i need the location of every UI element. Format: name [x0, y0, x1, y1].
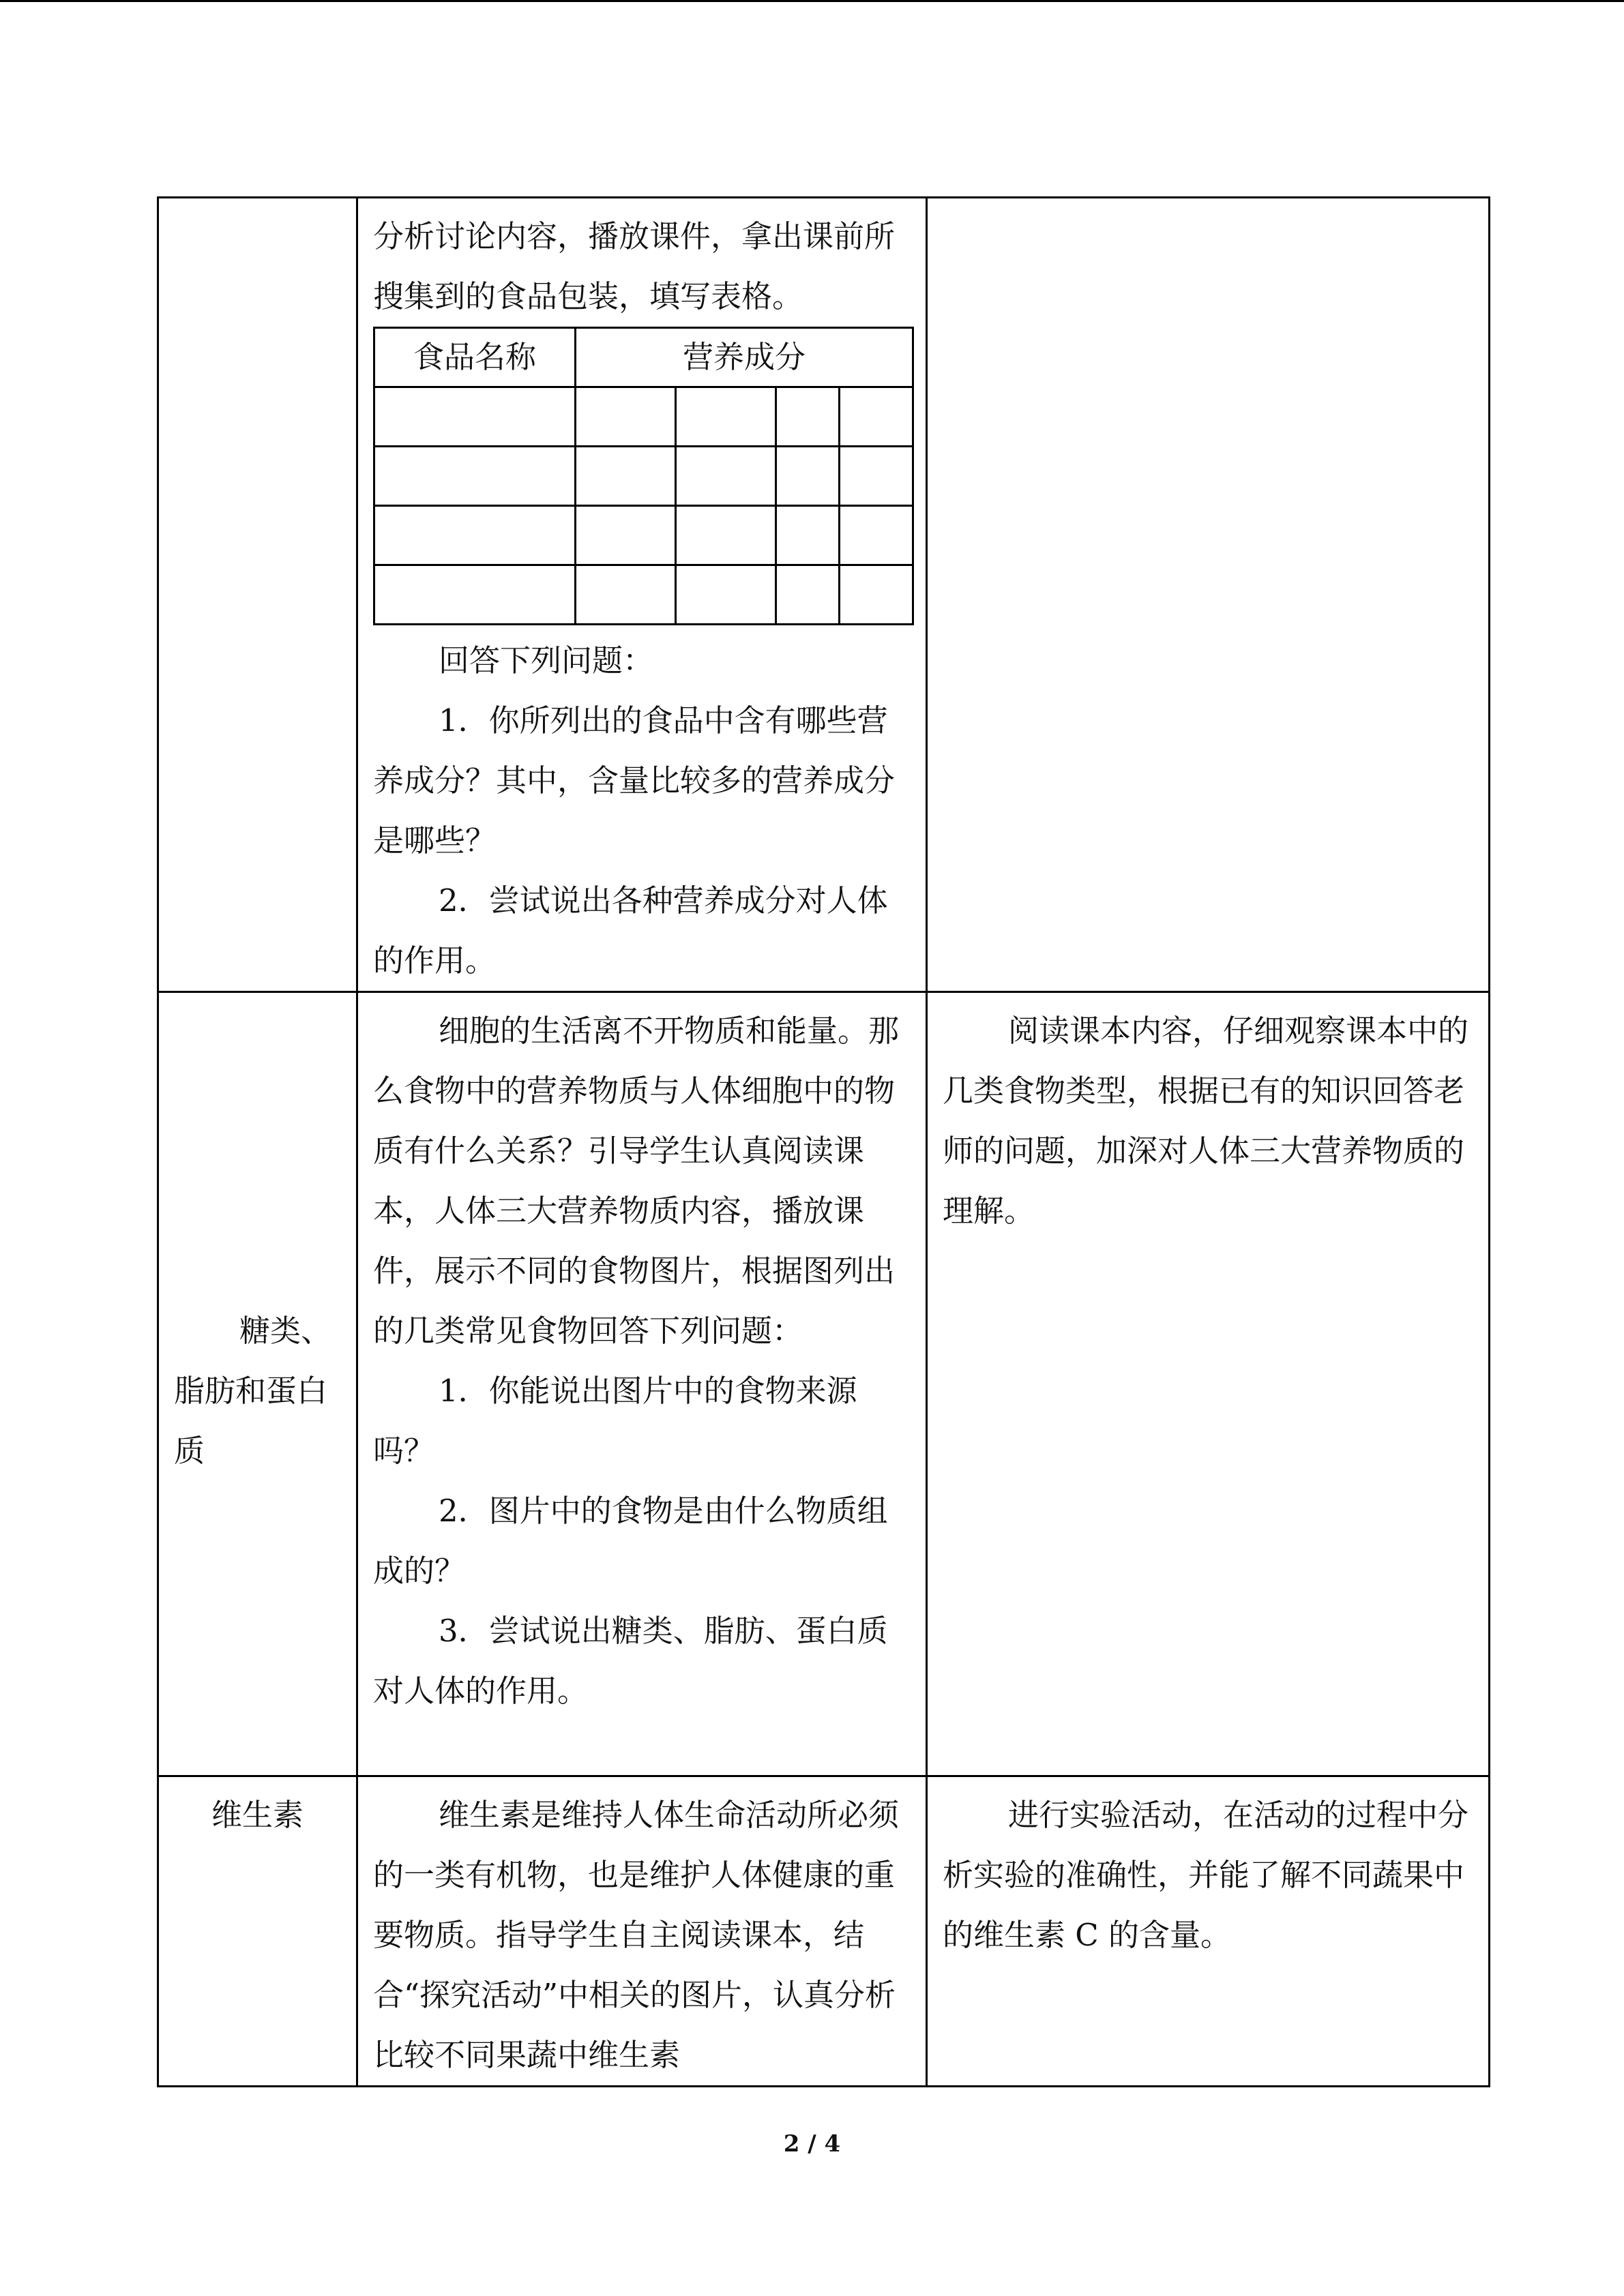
table-row [374, 447, 913, 506]
teacher-activity-cell [357, 198, 927, 992]
table-row [374, 506, 913, 565]
table-cell [576, 447, 676, 506]
topic-cell [158, 198, 357, 992]
table-cell [676, 506, 776, 565]
paragraph: 进行实验活动，在活动的过程中分析实验的准确性，并能了解不同蔬果中的维生素 C 的含量。 [943, 1797, 1469, 1953]
table-cell [776, 506, 840, 565]
table-cell [676, 447, 776, 506]
paragraph: 分析讨论内容，播放课件，拿出课前所搜集到的食品包装，填写表格。 [373, 218, 896, 314]
student-activity-cell [927, 1776, 1490, 2087]
paragraph: 维生素是维持人体生命活动所必须的一类有机物，也是维护人体健康的重要物质。指导学生自主阅读课本，结合“探究活动”中相关的图片，认真分析比较不同果蔬中维生素 [373, 1797, 900, 2073]
table-cell [576, 565, 676, 625]
topic-line: 糖类、 [239, 1313, 332, 1349]
table-row [158, 992, 1490, 1776]
paragraph: 3．尝试说出糖类、脂肪、蛋白质对人体的作用。 [373, 1613, 888, 1709]
paragraph: 细胞的生活离不开物质和能量。那么食物中的营养物质与人体细胞中的物质有什么关系？引导学生认真阅读课本，人体三大营养物质内容，播放课件，展示不同的食物图片，根据图列出的几类常见食物回答下列问题： [373, 1013, 900, 1349]
table-header-row [374, 328, 913, 387]
table-cell [840, 447, 913, 506]
student-activity-cell [927, 198, 1490, 992]
topic-cell [158, 1776, 357, 2087]
topic-line: 维生素 [211, 1797, 304, 1833]
table-cell [676, 387, 776, 447]
teacher-activity-cell [357, 992, 927, 1776]
student-activity-cell [927, 992, 1490, 1776]
topic-cell [158, 992, 357, 1776]
table-cell [374, 447, 576, 506]
paragraph: 2．尝试说出各种营养成分对人体的作用。 [373, 882, 888, 979]
header-food-name: 食品名称 [374, 328, 576, 387]
table-cell [776, 447, 840, 506]
table-cell [576, 387, 676, 447]
paragraph: 阅读课本内容，仔细观察课本中的几类食物类型，根据已有的知识回答老师的问题，加深对人体三大营养物质的理解。 [943, 1013, 1469, 1229]
paragraph: 回答下列问题： [439, 642, 654, 679]
table-cell [776, 565, 840, 625]
table-cell [676, 565, 776, 625]
paragraph: 1．你所列出的食品中含有哪些营养成分？其中，含量比较多的营养成分是哪些？ [373, 702, 896, 859]
topic-line: 脂肪和蛋白 [174, 1373, 328, 1409]
paragraph: 2．图片中的食物是由什么物质组成的？ [373, 1493, 888, 1589]
table-cell [840, 387, 913, 447]
page-number: 2 / 4 [783, 2130, 841, 2158]
table-cell [840, 565, 913, 625]
table-row [374, 565, 913, 625]
lesson-plan-table [157, 196, 1490, 2087]
table-cell [840, 506, 913, 565]
table-row [158, 1776, 1490, 2087]
table-row [374, 387, 913, 447]
table-cell [576, 506, 676, 565]
teacher-activity-cell [357, 1776, 927, 2087]
page-top-border [0, 0, 1624, 2]
table-cell [374, 387, 576, 447]
table-cell [776, 387, 840, 447]
header-nutrients: 营养成分 [576, 328, 913, 387]
paragraph: 1．你能说出图片中的食物来源吗？ [373, 1373, 857, 1469]
food-nutrition-table [373, 327, 914, 625]
table-row [158, 198, 1490, 992]
topic-line: 质 [174, 1433, 205, 1469]
table-cell [374, 565, 576, 625]
table-cell [374, 506, 576, 565]
